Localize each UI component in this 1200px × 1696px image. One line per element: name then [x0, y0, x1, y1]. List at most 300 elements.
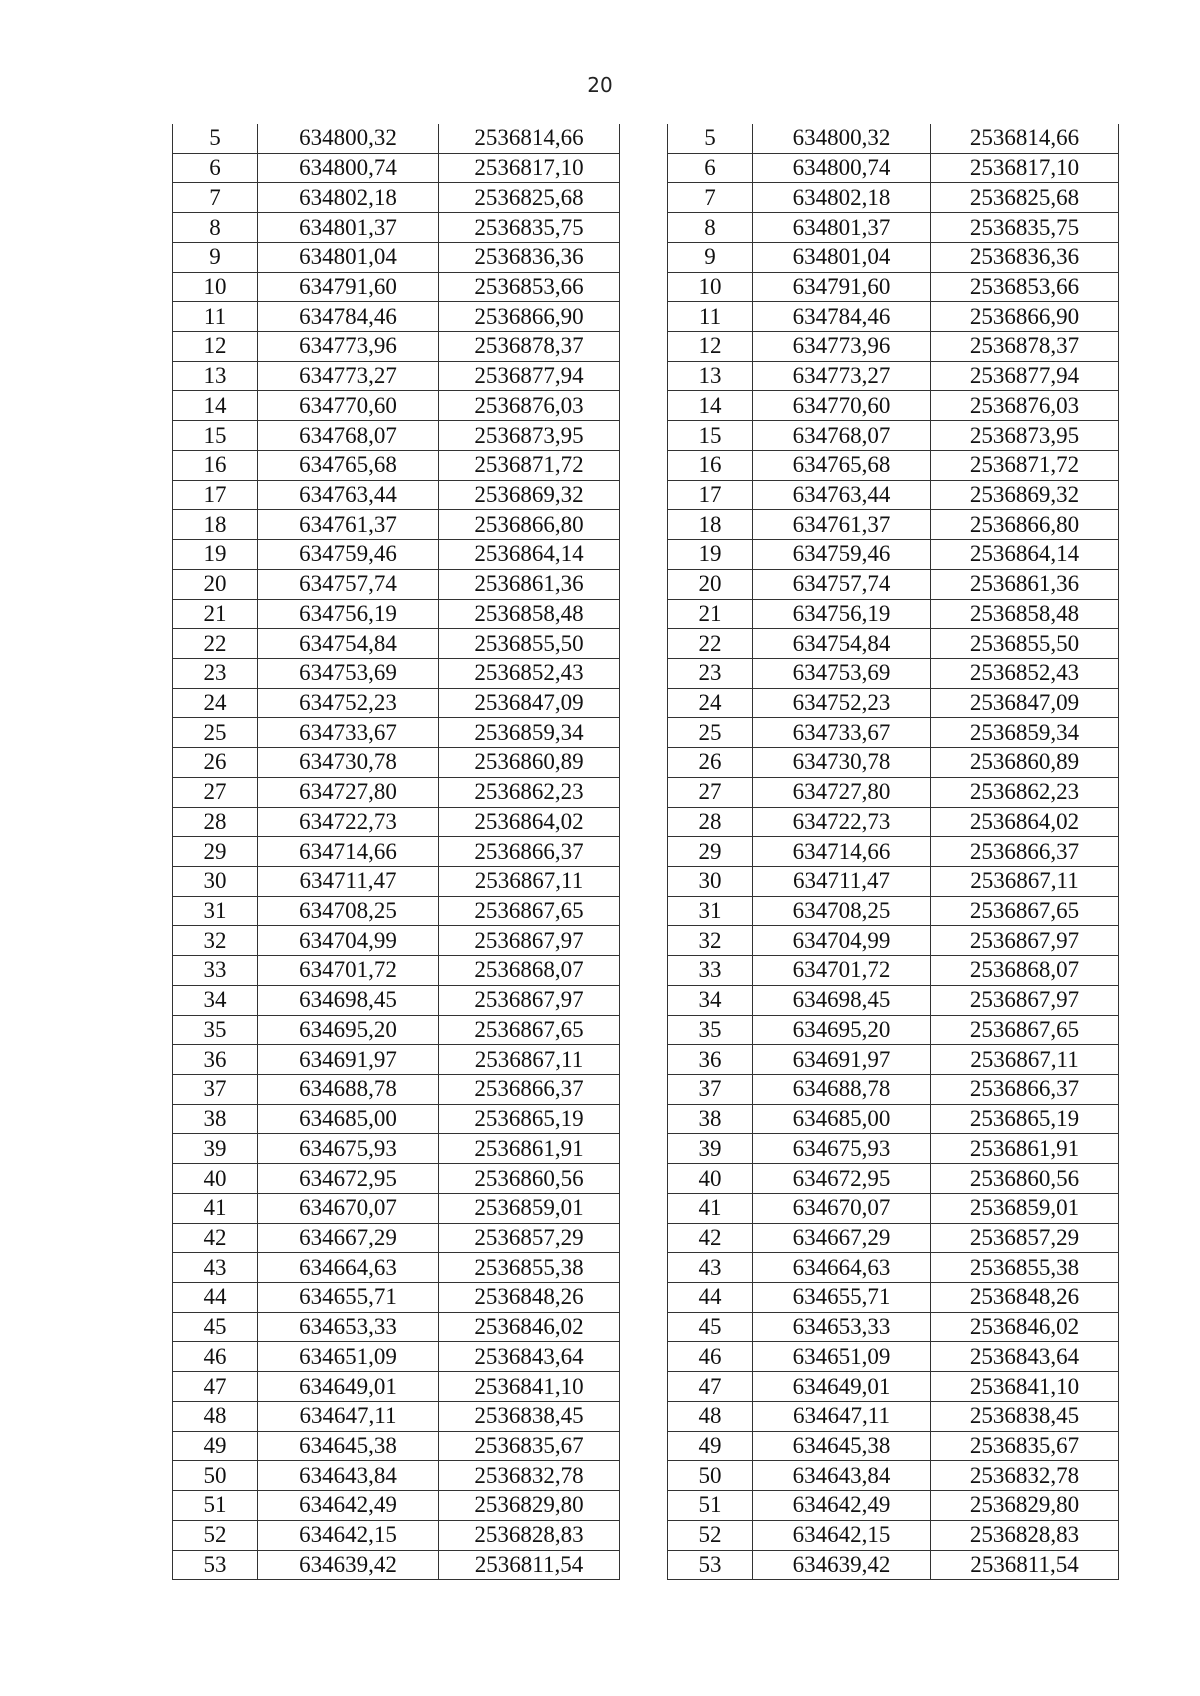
point-number-cell: 32: [668, 926, 753, 956]
column-gap: [620, 1283, 668, 1313]
point-number-cell: 14: [173, 391, 258, 421]
x-coordinate-cell: 634691,97: [258, 1045, 439, 1075]
column-gap: [620, 1015, 668, 1045]
x-coordinate-cell: 634757,74: [753, 569, 931, 599]
point-number-cell: 8: [173, 213, 258, 243]
column-gap: [620, 748, 668, 778]
y-coordinate-cell: 2536860,89: [931, 748, 1119, 778]
y-coordinate-cell: 2536867,11: [931, 866, 1119, 896]
point-number-cell: 36: [668, 1045, 753, 1075]
coordinates-table: [172, 124, 1119, 1580]
y-coordinate-cell: 2536861,36: [931, 569, 1119, 599]
point-number-cell: 12: [173, 332, 258, 362]
point-number-cell: 17: [668, 480, 753, 510]
point-number-cell: 40: [173, 1164, 258, 1194]
y-coordinate-cell: 2536858,48: [439, 599, 620, 629]
table-row: [173, 1045, 1119, 1075]
column-gap: [620, 450, 668, 480]
point-number-cell: 20: [173, 569, 258, 599]
y-coordinate-cell: 2536835,75: [931, 213, 1119, 243]
x-coordinate-cell: 634768,07: [753, 421, 931, 451]
x-coordinate-cell: 634653,33: [258, 1312, 439, 1342]
point-number-cell: 52: [668, 1520, 753, 1550]
x-coordinate-cell: 634685,00: [753, 1104, 931, 1134]
table-row: [173, 1520, 1119, 1550]
x-coordinate-cell: 634655,71: [753, 1283, 931, 1313]
point-number-cell: 53: [668, 1550, 753, 1580]
point-number-cell: 27: [668, 777, 753, 807]
table-row: [173, 1223, 1119, 1253]
x-coordinate-cell: 634768,07: [258, 421, 439, 451]
column-gap: [620, 1401, 668, 1431]
table-row: [173, 1401, 1119, 1431]
y-coordinate-cell: 2536852,43: [439, 658, 620, 688]
point-number-cell: 14: [668, 391, 753, 421]
column-gap: [620, 569, 668, 599]
x-coordinate-cell: 634773,96: [258, 332, 439, 362]
point-number-cell: 29: [668, 837, 753, 867]
y-coordinate-cell: 2536866,37: [439, 1075, 620, 1105]
table-row: [173, 1134, 1119, 1164]
point-number-cell: 15: [668, 421, 753, 451]
y-coordinate-cell: 2536867,97: [931, 985, 1119, 1015]
column-gap: [620, 1223, 668, 1253]
x-coordinate-cell: 634695,20: [258, 1015, 439, 1045]
table-row: [173, 124, 1119, 153]
column-gap: [620, 1372, 668, 1402]
point-number-cell: 42: [173, 1223, 258, 1253]
point-number-cell: 41: [668, 1193, 753, 1223]
x-coordinate-cell: 634698,45: [753, 985, 931, 1015]
x-coordinate-cell: 634754,84: [753, 629, 931, 659]
y-coordinate-cell: 2536832,78: [931, 1461, 1119, 1491]
x-coordinate-cell: 634675,93: [258, 1134, 439, 1164]
point-number-cell: 28: [173, 807, 258, 837]
x-coordinate-cell: 634675,93: [753, 1134, 931, 1164]
y-coordinate-cell: 2536848,26: [931, 1283, 1119, 1313]
x-coordinate-cell: 634651,09: [258, 1342, 439, 1372]
x-coordinate-cell: 634722,73: [753, 807, 931, 837]
point-number-cell: 46: [668, 1342, 753, 1372]
point-number-cell: 39: [668, 1134, 753, 1164]
column-gap: [620, 807, 668, 837]
point-number-cell: 34: [668, 985, 753, 1015]
point-number-cell: 53: [173, 1550, 258, 1580]
column-gap: [620, 866, 668, 896]
table-row: [173, 153, 1119, 183]
column-gap: [620, 361, 668, 391]
x-coordinate-cell: 634765,68: [258, 450, 439, 480]
point-number-cell: 13: [668, 361, 753, 391]
y-coordinate-cell: 2536811,54: [931, 1550, 1119, 1580]
x-coordinate-cell: 634727,80: [753, 777, 931, 807]
point-number-cell: 12: [668, 332, 753, 362]
point-number-cell: 46: [173, 1342, 258, 1372]
y-coordinate-cell: 2536868,07: [931, 956, 1119, 986]
y-coordinate-cell: 2536877,94: [931, 361, 1119, 391]
x-coordinate-cell: 634754,84: [258, 629, 439, 659]
table-row: [173, 421, 1119, 451]
x-coordinate-cell: 634667,29: [258, 1223, 439, 1253]
y-coordinate-cell: 2536846,02: [439, 1312, 620, 1342]
table-row: [173, 361, 1119, 391]
x-coordinate-cell: 634722,73: [258, 807, 439, 837]
table-row: [173, 1193, 1119, 1223]
y-coordinate-cell: 2536859,01: [931, 1193, 1119, 1223]
column-gap: [620, 540, 668, 570]
point-number-cell: 48: [668, 1401, 753, 1431]
y-coordinate-cell: 2536862,23: [439, 777, 620, 807]
table-row: [173, 1461, 1119, 1491]
x-coordinate-cell: 634773,27: [258, 361, 439, 391]
x-coordinate-cell: 634801,37: [753, 213, 931, 243]
x-coordinate-cell: 634701,72: [753, 956, 931, 986]
point-number-cell: 44: [668, 1283, 753, 1313]
table-row: [173, 1312, 1119, 1342]
point-number-cell: 5: [173, 124, 258, 153]
x-coordinate-cell: 634643,84: [258, 1461, 439, 1491]
point-number-cell: 44: [173, 1283, 258, 1313]
x-coordinate-cell: 634667,29: [753, 1223, 931, 1253]
column-gap: [620, 1342, 668, 1372]
point-number-cell: 47: [668, 1372, 753, 1402]
table-row: [173, 391, 1119, 421]
point-number-cell: 38: [173, 1104, 258, 1134]
point-number-cell: 10: [668, 272, 753, 302]
table-row: [173, 450, 1119, 480]
y-coordinate-cell: 2536869,32: [439, 480, 620, 510]
y-coordinate-cell: 2536855,50: [439, 629, 620, 659]
column-gap: [620, 1075, 668, 1105]
x-coordinate-cell: 634708,25: [258, 896, 439, 926]
point-number-cell: 24: [173, 688, 258, 718]
x-coordinate-cell: 634730,78: [258, 748, 439, 778]
point-number-cell: 16: [173, 450, 258, 480]
x-coordinate-cell: 634664,63: [753, 1253, 931, 1283]
y-coordinate-cell: 2536865,19: [439, 1104, 620, 1134]
y-coordinate-cell: 2536857,29: [931, 1223, 1119, 1253]
y-coordinate-cell: 2536841,10: [931, 1372, 1119, 1402]
x-coordinate-cell: 634801,04: [753, 242, 931, 272]
x-coordinate-cell: 634801,37: [258, 213, 439, 243]
table-row: [173, 748, 1119, 778]
table-row: [173, 1342, 1119, 1372]
point-number-cell: 39: [173, 1134, 258, 1164]
table-row: [173, 777, 1119, 807]
column-gap: [620, 629, 668, 659]
point-number-cell: 49: [668, 1431, 753, 1461]
y-coordinate-cell: 2536873,95: [931, 421, 1119, 451]
table-row: [173, 1075, 1119, 1105]
point-number-cell: 23: [668, 658, 753, 688]
point-number-cell: 50: [173, 1461, 258, 1491]
x-coordinate-cell: 634672,95: [258, 1164, 439, 1194]
y-coordinate-cell: 2536835,67: [439, 1431, 620, 1461]
y-coordinate-cell: 2536877,94: [439, 361, 620, 391]
x-coordinate-cell: 634698,45: [258, 985, 439, 1015]
x-coordinate-cell: 634688,78: [753, 1075, 931, 1105]
point-number-cell: 45: [173, 1312, 258, 1342]
point-number-cell: 25: [668, 718, 753, 748]
table-row: [173, 896, 1119, 926]
point-number-cell: 34: [173, 985, 258, 1015]
x-coordinate-cell: 634763,44: [753, 480, 931, 510]
point-number-cell: 29: [173, 837, 258, 867]
point-number-cell: 19: [173, 540, 258, 570]
y-coordinate-cell: 2536853,66: [931, 272, 1119, 302]
x-coordinate-cell: 634761,37: [258, 510, 439, 540]
column-gap: [620, 926, 668, 956]
y-coordinate-cell: 2536876,03: [439, 391, 620, 421]
column-gap: [620, 391, 668, 421]
column-gap: [620, 332, 668, 362]
point-number-cell: 48: [173, 1401, 258, 1431]
point-number-cell: 47: [173, 1372, 258, 1402]
x-coordinate-cell: 634642,49: [258, 1491, 439, 1521]
point-number-cell: 6: [173, 153, 258, 183]
x-coordinate-cell: 634759,46: [753, 540, 931, 570]
point-number-cell: 43: [668, 1253, 753, 1283]
y-coordinate-cell: 2536864,02: [439, 807, 620, 837]
point-number-cell: 33: [668, 956, 753, 986]
column-gap: [620, 985, 668, 1015]
column-gap: [620, 896, 668, 926]
y-coordinate-cell: 2536864,14: [439, 540, 620, 570]
y-coordinate-cell: 2536836,36: [931, 242, 1119, 272]
point-number-cell: 11: [173, 302, 258, 332]
y-coordinate-cell: 2536867,65: [931, 1015, 1119, 1045]
column-gap: [620, 302, 668, 332]
column-gap: [620, 1104, 668, 1134]
y-coordinate-cell: 2536873,95: [439, 421, 620, 451]
column-gap: [620, 124, 668, 153]
point-number-cell: 9: [668, 242, 753, 272]
point-number-cell: 30: [668, 866, 753, 896]
point-number-cell: 26: [668, 748, 753, 778]
y-coordinate-cell: 2536828,83: [439, 1520, 620, 1550]
x-coordinate-cell: 634645,38: [753, 1431, 931, 1461]
x-coordinate-cell: 634773,96: [753, 332, 931, 362]
x-coordinate-cell: 634714,66: [753, 837, 931, 867]
point-number-cell: 30: [173, 866, 258, 896]
y-coordinate-cell: 2536867,97: [931, 926, 1119, 956]
y-coordinate-cell: 2536829,80: [931, 1491, 1119, 1521]
column-gap: [620, 718, 668, 748]
x-coordinate-cell: 634784,46: [258, 302, 439, 332]
table-row: [173, 510, 1119, 540]
x-coordinate-cell: 634695,20: [753, 1015, 931, 1045]
point-number-cell: 35: [668, 1015, 753, 1045]
table-row: [173, 1253, 1119, 1283]
x-coordinate-cell: 634791,60: [753, 272, 931, 302]
column-gap: [620, 1164, 668, 1194]
point-number-cell: 42: [668, 1223, 753, 1253]
column-gap: [620, 688, 668, 718]
column-gap: [620, 480, 668, 510]
x-coordinate-cell: 634791,60: [258, 272, 439, 302]
y-coordinate-cell: 2536862,23: [931, 777, 1119, 807]
y-coordinate-cell: 2536843,64: [439, 1342, 620, 1372]
point-number-cell: 21: [173, 599, 258, 629]
x-coordinate-cell: 634639,42: [258, 1550, 439, 1580]
point-number-cell: 9: [173, 242, 258, 272]
table-row: [173, 1550, 1119, 1580]
y-coordinate-cell: 2536866,37: [931, 837, 1119, 867]
column-gap: [620, 510, 668, 540]
table-row: [173, 807, 1119, 837]
point-number-cell: 27: [173, 777, 258, 807]
table-row: [173, 599, 1119, 629]
point-number-cell: 40: [668, 1164, 753, 1194]
x-coordinate-cell: 634800,74: [753, 153, 931, 183]
x-coordinate-cell: 634685,00: [258, 1104, 439, 1134]
x-coordinate-cell: 634643,84: [753, 1461, 931, 1491]
column-gap: [620, 1312, 668, 1342]
point-number-cell: 31: [668, 896, 753, 926]
y-coordinate-cell: 2536855,50: [931, 629, 1119, 659]
column-gap: [620, 956, 668, 986]
x-coordinate-cell: 634647,11: [258, 1401, 439, 1431]
x-coordinate-cell: 634752,23: [258, 688, 439, 718]
x-coordinate-cell: 634655,71: [258, 1283, 439, 1313]
point-number-cell: 25: [173, 718, 258, 748]
y-coordinate-cell: 2536825,68: [931, 183, 1119, 213]
x-coordinate-cell: 634651,09: [753, 1342, 931, 1372]
point-number-cell: 38: [668, 1104, 753, 1134]
column-gap: [620, 837, 668, 867]
point-number-cell: 41: [173, 1193, 258, 1223]
y-coordinate-cell: 2536866,90: [931, 302, 1119, 332]
y-coordinate-cell: 2536866,37: [931, 1075, 1119, 1105]
y-coordinate-cell: 2536859,01: [439, 1193, 620, 1223]
y-coordinate-cell: 2536866,37: [439, 837, 620, 867]
y-coordinate-cell: 2536835,67: [931, 1431, 1119, 1461]
y-coordinate-cell: 2536814,66: [439, 124, 620, 153]
y-coordinate-cell: 2536859,34: [439, 718, 620, 748]
point-number-cell: 16: [668, 450, 753, 480]
column-gap: [620, 1193, 668, 1223]
y-coordinate-cell: 2536867,11: [931, 1045, 1119, 1075]
point-number-cell: 31: [173, 896, 258, 926]
y-coordinate-cell: 2536869,32: [931, 480, 1119, 510]
column-gap: [620, 1134, 668, 1164]
point-number-cell: 11: [668, 302, 753, 332]
x-coordinate-cell: 634801,04: [258, 242, 439, 272]
point-number-cell: 5: [668, 124, 753, 153]
x-coordinate-cell: 634647,11: [753, 1401, 931, 1431]
y-coordinate-cell: 2536836,36: [439, 242, 620, 272]
x-coordinate-cell: 634759,46: [258, 540, 439, 570]
table-row: [173, 213, 1119, 243]
x-coordinate-cell: 634642,15: [753, 1520, 931, 1550]
table-row: [173, 658, 1119, 688]
y-coordinate-cell: 2536835,75: [439, 213, 620, 243]
table-row: [173, 629, 1119, 659]
x-coordinate-cell: 634664,63: [258, 1253, 439, 1283]
table-row: [173, 569, 1119, 599]
y-coordinate-cell: 2536878,37: [439, 332, 620, 362]
x-coordinate-cell: 634800,32: [258, 124, 439, 153]
x-coordinate-cell: 634688,78: [258, 1075, 439, 1105]
point-number-cell: 22: [173, 629, 258, 659]
y-coordinate-cell: 2536853,66: [439, 272, 620, 302]
column-gap: [620, 153, 668, 183]
point-number-cell: 7: [668, 183, 753, 213]
y-coordinate-cell: 2536832,78: [439, 1461, 620, 1491]
table-row: [173, 1015, 1119, 1045]
y-coordinate-cell: 2536866,80: [931, 510, 1119, 540]
y-coordinate-cell: 2536864,02: [931, 807, 1119, 837]
table-row: [173, 837, 1119, 867]
table-row: [173, 985, 1119, 1015]
y-coordinate-cell: 2536867,65: [439, 896, 620, 926]
point-number-cell: 17: [173, 480, 258, 510]
y-coordinate-cell: 2536817,10: [931, 153, 1119, 183]
x-coordinate-cell: 634765,68: [753, 450, 931, 480]
table-row: [173, 926, 1119, 956]
y-coordinate-cell: 2536878,37: [931, 332, 1119, 362]
y-coordinate-cell: 2536865,19: [931, 1104, 1119, 1134]
point-number-cell: 13: [173, 361, 258, 391]
y-coordinate-cell: 2536866,90: [439, 302, 620, 332]
x-coordinate-cell: 634642,49: [753, 1491, 931, 1521]
y-coordinate-cell: 2536847,09: [931, 688, 1119, 718]
y-coordinate-cell: 2536859,34: [931, 718, 1119, 748]
x-coordinate-cell: 634784,46: [753, 302, 931, 332]
table-row: [173, 540, 1119, 570]
point-number-cell: 28: [668, 807, 753, 837]
y-coordinate-cell: 2536838,45: [439, 1401, 620, 1431]
x-coordinate-cell: 634711,47: [753, 866, 931, 896]
point-number-cell: 15: [173, 421, 258, 451]
table-row: [173, 1283, 1119, 1313]
x-coordinate-cell: 634649,01: [753, 1372, 931, 1402]
point-number-cell: 10: [173, 272, 258, 302]
x-coordinate-cell: 634757,74: [258, 569, 439, 599]
y-coordinate-cell: 2536861,91: [439, 1134, 620, 1164]
column-gap: [620, 1253, 668, 1283]
point-number-cell: 49: [173, 1431, 258, 1461]
x-coordinate-cell: 634800,32: [753, 124, 931, 153]
point-number-cell: 6: [668, 153, 753, 183]
point-number-cell: 37: [173, 1075, 258, 1105]
y-coordinate-cell: 2536843,64: [931, 1342, 1119, 1372]
coordinates-table-body: [173, 124, 1119, 1580]
x-coordinate-cell: 634756,19: [258, 599, 439, 629]
x-coordinate-cell: 634701,72: [258, 956, 439, 986]
x-coordinate-cell: 634802,18: [258, 183, 439, 213]
y-coordinate-cell: 2536841,10: [439, 1372, 620, 1402]
table-row: [173, 956, 1119, 986]
point-number-cell: 35: [173, 1015, 258, 1045]
x-coordinate-cell: 634763,44: [258, 480, 439, 510]
x-coordinate-cell: 634645,38: [258, 1431, 439, 1461]
y-coordinate-cell: 2536861,91: [931, 1134, 1119, 1164]
y-coordinate-cell: 2536828,83: [931, 1520, 1119, 1550]
y-coordinate-cell: 2536867,65: [931, 896, 1119, 926]
x-coordinate-cell: 634670,07: [258, 1193, 439, 1223]
point-number-cell: 24: [668, 688, 753, 718]
y-coordinate-cell: 2536829,80: [439, 1491, 620, 1521]
point-number-cell: 21: [668, 599, 753, 629]
x-coordinate-cell: 634753,69: [258, 658, 439, 688]
table-row: [173, 1164, 1119, 1194]
point-number-cell: 51: [173, 1491, 258, 1521]
point-number-cell: 26: [173, 748, 258, 778]
x-coordinate-cell: 634770,60: [258, 391, 439, 421]
y-coordinate-cell: 2536867,11: [439, 1045, 620, 1075]
x-coordinate-cell: 634733,67: [258, 718, 439, 748]
